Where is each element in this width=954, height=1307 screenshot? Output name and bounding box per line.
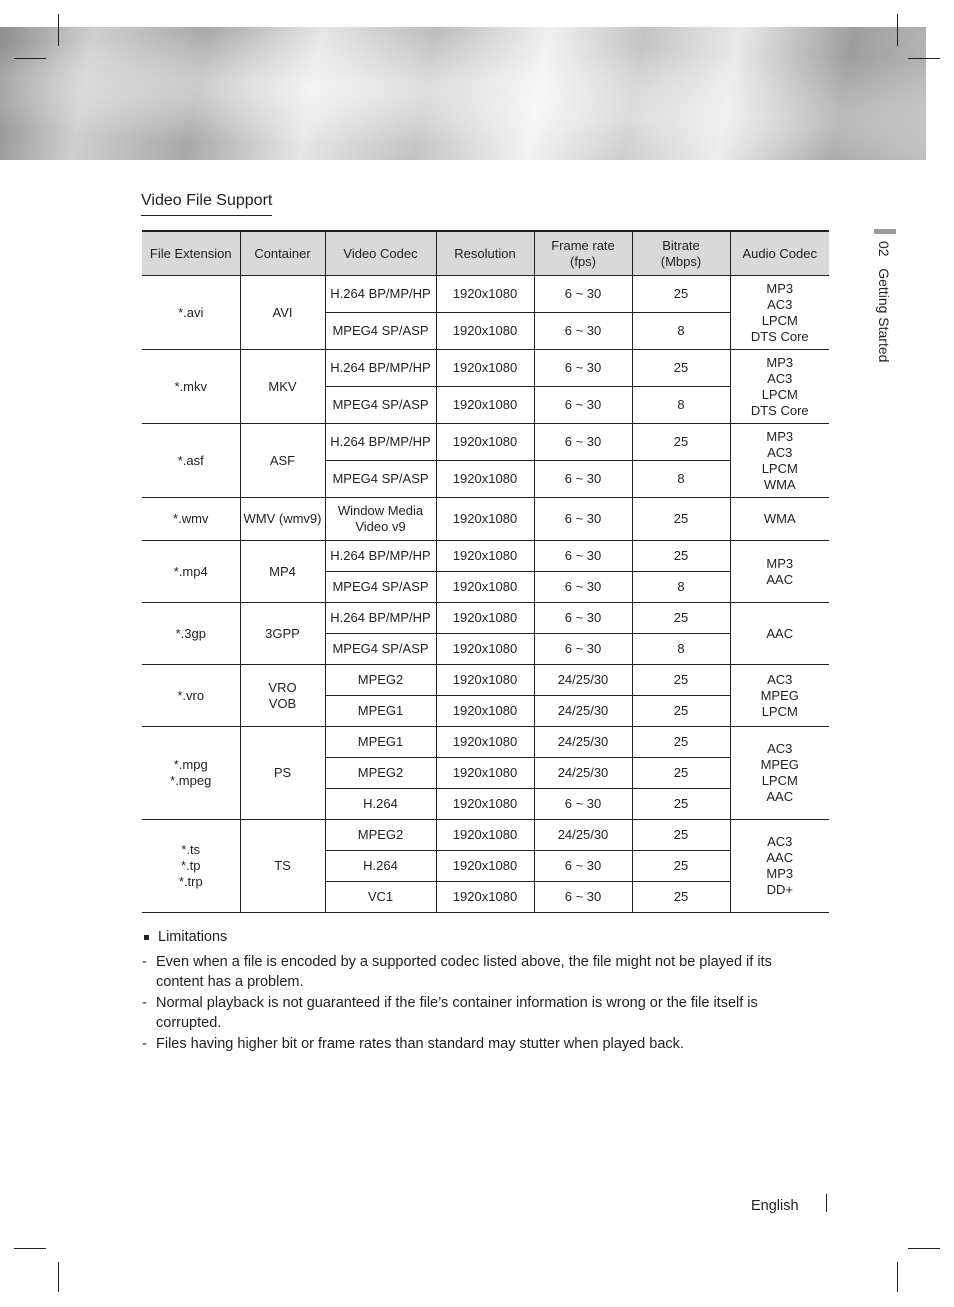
frame-rate-cell: 6 ~ 30 xyxy=(534,882,632,913)
audio-codec-cell: WMA xyxy=(730,498,829,541)
video-codec-cell: H.264 xyxy=(325,789,436,820)
frame-rate-cell: 24/25/30 xyxy=(534,820,632,851)
file-extension-cell: *.avi xyxy=(142,276,240,350)
limitations-heading xyxy=(142,927,802,947)
bitrate-cell: 25 xyxy=(632,758,730,789)
table-header-row xyxy=(142,231,829,276)
limitation-text: Files having higher bit or frame rates than standard may stutter when played back. xyxy=(156,1036,684,1052)
resolution-cell: 1920x1080 xyxy=(436,820,534,851)
frame-rate-cell: 24/25/30 xyxy=(534,727,632,758)
file-extension-cell: *.ts *.tp *.trp xyxy=(142,820,240,913)
resolution-cell: 1920x1080 xyxy=(436,313,534,350)
frame-rate-cell: 24/25/30 xyxy=(534,665,632,696)
video-codec-cell: MPEG4 SP/ASP xyxy=(325,461,436,498)
column-header: Resolution xyxy=(436,231,534,276)
container-cell: PS xyxy=(240,727,325,820)
resolution-cell: 1920x1080 xyxy=(436,696,534,727)
frame-rate-cell: 6 ~ 30 xyxy=(534,851,632,882)
video-codec-cell: H.264 BP/MP/HP xyxy=(325,603,436,634)
table-row xyxy=(142,350,829,387)
file-extension-cell: *.asf xyxy=(142,424,240,498)
container-cell: MP4 xyxy=(240,541,325,603)
table-row xyxy=(142,665,829,696)
video-file-support-table xyxy=(142,230,829,913)
frame-rate-cell: 6 ~ 30 xyxy=(534,541,632,572)
bitrate-cell: 25 xyxy=(632,882,730,913)
crop-mark xyxy=(908,58,940,59)
bitrate-cell: 25 xyxy=(632,665,730,696)
bitrate-cell: 25 xyxy=(632,424,730,461)
video-codec-cell: MPEG1 xyxy=(325,696,436,727)
limitations-notes xyxy=(142,927,802,1055)
file-extension-cell: *.mkv xyxy=(142,350,240,424)
table-row xyxy=(142,424,829,461)
bitrate-cell: 25 xyxy=(632,851,730,882)
container-cell: WMV (wmv9) xyxy=(240,498,325,541)
video-codec-cell: MPEG4 SP/ASP xyxy=(325,572,436,603)
bitrate-cell: 8 xyxy=(632,313,730,350)
video-codec-cell: MPEG2 xyxy=(325,758,436,789)
video-codec-cell: VC1 xyxy=(325,882,436,913)
chapter-tab-label xyxy=(876,241,892,362)
file-extension-cell: *.wmv xyxy=(142,498,240,541)
section-title: Video File Support xyxy=(141,192,272,216)
resolution-cell: 1920x1080 xyxy=(436,424,534,461)
table-row xyxy=(142,820,829,851)
resolution-cell: 1920x1080 xyxy=(436,882,534,913)
table-row xyxy=(142,727,829,758)
resolution-cell: 1920x1080 xyxy=(436,387,534,424)
frame-rate-cell: 6 ~ 30 xyxy=(534,424,632,461)
video-codec-cell: MPEG2 xyxy=(325,665,436,696)
footer-divider xyxy=(826,1194,827,1212)
bitrate-cell: 25 xyxy=(632,789,730,820)
resolution-cell: 1920x1080 xyxy=(436,350,534,387)
frame-rate-cell: 6 ~ 30 xyxy=(534,603,632,634)
audio-codec-cell: MP3 AC3 LPCM DTS Core xyxy=(730,350,829,424)
audio-codec-cell: AC3 MPEG LPCM AAC xyxy=(730,727,829,820)
resolution-cell: 1920x1080 xyxy=(436,665,534,696)
resolution-cell: 1920x1080 xyxy=(436,789,534,820)
bitrate-cell: 25 xyxy=(632,350,730,387)
file-extension-cell: *.mpg *.mpeg xyxy=(142,727,240,820)
crop-mark xyxy=(58,14,59,46)
chapter-side-tab xyxy=(874,229,898,399)
frame-rate-cell: 6 ~ 30 xyxy=(534,498,632,541)
frame-rate-cell: 6 ~ 30 xyxy=(534,276,632,313)
resolution-cell: 1920x1080 xyxy=(436,461,534,498)
audio-codec-cell: AAC xyxy=(730,603,829,665)
frame-rate-cell: 24/25/30 xyxy=(534,758,632,789)
container-cell: VRO VOB xyxy=(240,665,325,727)
resolution-cell: 1920x1080 xyxy=(436,276,534,313)
column-header: Frame rate (fps) xyxy=(534,231,632,276)
audio-codec-cell: MP3 AC3 LPCM WMA xyxy=(730,424,829,498)
limitation-text: Even when a file is encoded by a supported codec listed above, the file might not be played if its content has a problem. xyxy=(156,954,772,990)
file-extension-cell: *.vro xyxy=(142,665,240,727)
container-cell: MKV xyxy=(240,350,325,424)
frame-rate-cell: 6 ~ 30 xyxy=(534,572,632,603)
bitrate-cell: 25 xyxy=(632,498,730,541)
video-codec-cell: MPEG2 xyxy=(325,820,436,851)
bitrate-cell: 25 xyxy=(632,276,730,313)
video-codec-cell: MPEG4 SP/ASP xyxy=(325,387,436,424)
file-extension-cell: *.mp4 xyxy=(142,541,240,603)
column-header: Container xyxy=(240,231,325,276)
header-banner xyxy=(0,27,926,160)
bullet-square-icon xyxy=(144,935,149,940)
chapter-number: 02 xyxy=(876,241,892,257)
bitrate-cell: 8 xyxy=(632,461,730,498)
video-codec-cell: MPEG4 SP/ASP xyxy=(325,634,436,665)
container-cell: ASF xyxy=(240,424,325,498)
container-cell: AVI xyxy=(240,276,325,350)
frame-rate-cell: 24/25/30 xyxy=(534,696,632,727)
bitrate-cell: 25 xyxy=(632,727,730,758)
crop-mark xyxy=(14,58,46,59)
audio-codec-cell: MP3 AC3 LPCM DTS Core xyxy=(730,276,829,350)
resolution-cell: 1920x1080 xyxy=(436,758,534,789)
limitation-item: - Normal playback is not guaranteed if the file’s container information is wrong or the file itself is corrupted. xyxy=(142,995,758,1031)
footer-language: English xyxy=(751,1198,799,1214)
crop-mark xyxy=(58,1262,59,1292)
resolution-cell: 1920x1080 xyxy=(436,634,534,665)
video-codec-cell: H.264 BP/MP/HP xyxy=(325,424,436,461)
bitrate-cell: 25 xyxy=(632,603,730,634)
video-codec-cell: H.264 BP/MP/HP xyxy=(325,276,436,313)
resolution-cell: 1920x1080 xyxy=(436,541,534,572)
limitation-item: - Files having higher bit or frame rates than standard may stutter when played back. xyxy=(142,1036,684,1052)
limitations-heading-text: Limitations xyxy=(158,929,228,945)
frame-rate-cell: 6 ~ 30 xyxy=(534,461,632,498)
column-header: Video Codec xyxy=(325,231,436,276)
resolution-cell: 1920x1080 xyxy=(436,572,534,603)
crop-mark xyxy=(897,1262,898,1292)
bitrate-cell: 25 xyxy=(632,820,730,851)
audio-codec-cell: MP3 AAC xyxy=(730,541,829,603)
chapter-title: Getting Started xyxy=(876,268,892,363)
bitrate-cell: 8 xyxy=(632,572,730,603)
resolution-cell: 1920x1080 xyxy=(436,727,534,758)
audio-codec-cell: AC3 MPEG LPCM xyxy=(730,665,829,727)
video-codec-cell: H.264 BP/MP/HP xyxy=(325,350,436,387)
bitrate-cell: 8 xyxy=(632,387,730,424)
chapter-tab-bar xyxy=(874,229,896,234)
container-cell: TS xyxy=(240,820,325,913)
table-row xyxy=(142,276,829,313)
crop-mark xyxy=(14,1248,46,1249)
frame-rate-cell: 6 ~ 30 xyxy=(534,350,632,387)
frame-rate-cell: 6 ~ 30 xyxy=(534,387,632,424)
container-cell: 3GPP xyxy=(240,603,325,665)
resolution-cell: 1920x1080 xyxy=(436,498,534,541)
bitrate-cell: 25 xyxy=(632,541,730,572)
bitrate-cell: 8 xyxy=(632,634,730,665)
video-codec-cell: H.264 xyxy=(325,851,436,882)
limitation-item: - Even when a file is encoded by a supported codec listed above, the file might not be played if its content has a problem. xyxy=(142,954,772,990)
table-row xyxy=(142,603,829,634)
column-header: Audio Codec xyxy=(730,231,829,276)
bitrate-cell: 25 xyxy=(632,696,730,727)
column-header: Bitrate (Mbps) xyxy=(632,231,730,276)
limitation-text: Normal playback is not guaranteed if the file’s container information is wrong or the file itself is corrupted. xyxy=(156,995,758,1031)
table-row xyxy=(142,541,829,572)
file-extension-cell: *.3gp xyxy=(142,603,240,665)
column-header: File Extension xyxy=(142,231,240,276)
audio-codec-cell: AC3 AAC MP3 DD+ xyxy=(730,820,829,913)
resolution-cell: 1920x1080 xyxy=(436,851,534,882)
frame-rate-cell: 6 ~ 30 xyxy=(534,313,632,350)
resolution-cell: 1920x1080 xyxy=(436,603,534,634)
crop-mark xyxy=(897,14,898,46)
video-codec-cell: MPEG1 xyxy=(325,727,436,758)
video-codec-cell: MPEG4 SP/ASP xyxy=(325,313,436,350)
crop-mark xyxy=(908,1248,940,1249)
frame-rate-cell: 6 ~ 30 xyxy=(534,634,632,665)
video-codec-cell: H.264 BP/MP/HP xyxy=(325,541,436,572)
frame-rate-cell: 6 ~ 30 xyxy=(534,789,632,820)
table-row xyxy=(142,498,829,541)
video-codec-cell: Window Media Video v9 xyxy=(325,498,436,541)
